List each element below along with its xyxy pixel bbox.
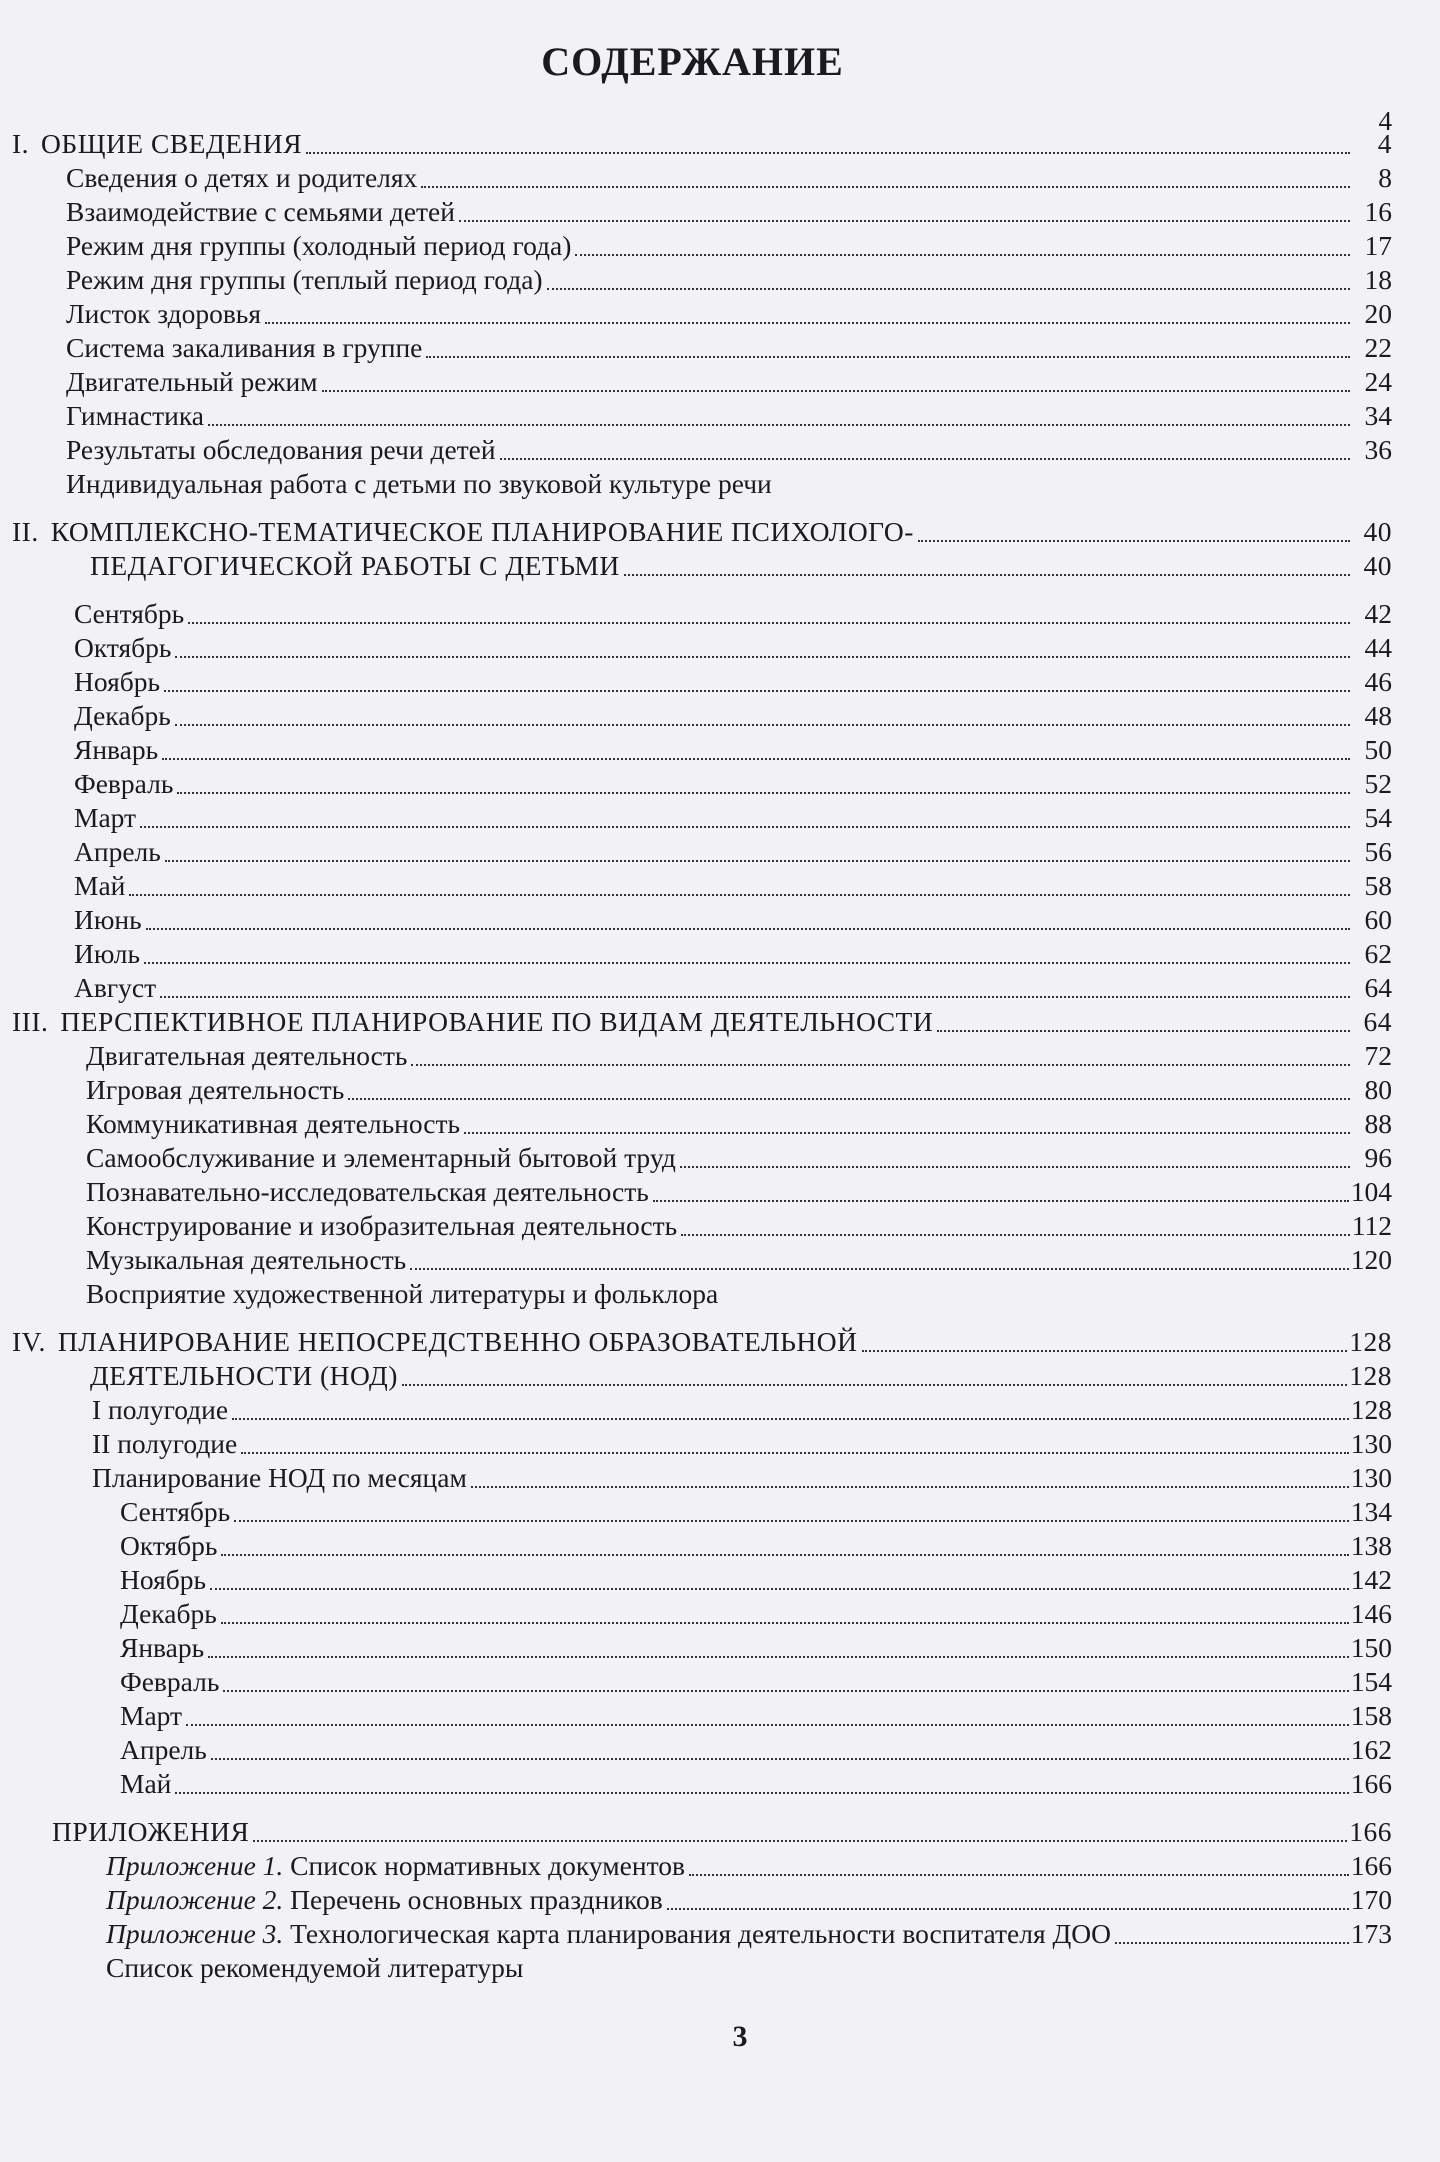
- toc-entry-page: 173: [1350, 1918, 1392, 1949]
- dot-leader: [862, 1338, 1348, 1352]
- toc-entry: [86, 1174, 1392, 1208]
- toc-entry: [86, 1072, 1392, 1106]
- toc-entry-label: Октябрь: [120, 1530, 218, 1561]
- toc-entry: [66, 228, 1392, 262]
- dot-leader: [500, 446, 1350, 460]
- toc-entry-page: 96: [1364, 1142, 1392, 1173]
- toc-entry: [66, 296, 1392, 330]
- toc-entry-label: Апрель: [120, 1734, 207, 1765]
- toc-entry-label: Апрель: [74, 836, 161, 867]
- dot-leader: [471, 1474, 1349, 1488]
- page-title: СОДЕРЖАНИЕ: [541, 39, 844, 84]
- toc-entry: [106, 1916, 1392, 1950]
- toc-entry-label: Май: [74, 870, 126, 901]
- dot-leader: [210, 1576, 1349, 1590]
- toc-entry: [66, 364, 1392, 398]
- dot-leader: [937, 1018, 1350, 1032]
- toc-entry-label: Февраль: [74, 768, 174, 799]
- toc-entry: [74, 936, 1392, 970]
- dot-leader: [426, 344, 1350, 358]
- footer-page-number: 3: [732, 2020, 748, 2053]
- toc-entry: [74, 732, 1392, 766]
- toc-entry-label: Двигательный режим: [66, 366, 318, 397]
- toc-entry-label: ПЕДАГОГИЧЕСКОЙ РАБОТЫ С ДЕТЬМИ: [90, 550, 620, 581]
- toc-entry-page: 166: [1349, 1816, 1392, 1847]
- dot-leader: [411, 1052, 1350, 1066]
- toc-entry-label: Февраль: [120, 1666, 220, 1697]
- toc-entry: [92, 1426, 1392, 1460]
- toc-entry-page: 22: [1364, 332, 1392, 363]
- toc-entry-page: 44: [1364, 632, 1392, 663]
- toc-entry: [74, 698, 1392, 732]
- toc-entry: [86, 1140, 1392, 1174]
- toc-entry-page: 130: [1350, 1428, 1392, 1459]
- toc-entry-page: 54: [1364, 802, 1392, 833]
- dot-leader: [253, 1828, 1347, 1842]
- dot-leader: [575, 242, 1350, 256]
- toc-entry-page: 120: [1350, 1244, 1392, 1275]
- toc-entry-label: Восприятие художественной литературы и фольклора: [86, 1278, 719, 1309]
- toc-entry-label: [106, 1918, 1111, 1950]
- dot-leader: [306, 140, 1350, 154]
- dot-leader: [175, 1780, 1348, 1794]
- toc-entry-page: 17: [1364, 230, 1392, 261]
- toc-entry: [106, 1882, 1392, 1916]
- toc-entry-page: 4: [1377, 128, 1392, 159]
- toc-entry-page: 128: [1349, 1326, 1392, 1357]
- toc-entry: [92, 1392, 1392, 1426]
- dot-leader: [208, 412, 1350, 426]
- toc-entry-label: Индивидуальная работа с детьми по звуковой культуре речи: [66, 468, 772, 499]
- toc-entry-numeral: I.: [12, 128, 30, 159]
- toc-entry-label: Игровая деятельность: [86, 1074, 345, 1105]
- toc-entry: [74, 868, 1392, 902]
- dot-leader: [1115, 1930, 1349, 1944]
- dot-leader: [402, 1372, 1347, 1386]
- toc-entry-label: Результаты обследования речи детей: [66, 434, 496, 465]
- toc-entry-page: 72: [1364, 1040, 1392, 1071]
- toc-entry-label: Музыкальная деятельность: [86, 1244, 407, 1275]
- toc-entry: [120, 1562, 1392, 1596]
- toc-entry-label: Май: [120, 1768, 172, 1799]
- appendix-tag: Приложение 2.: [106, 1884, 284, 1915]
- toc-entry-label: Ноябрь: [120, 1564, 207, 1595]
- dot-leader: [162, 746, 1350, 760]
- toc-entry-label: II полугодие: [92, 1428, 238, 1459]
- toc-entry-label: Август: [74, 972, 157, 1003]
- dot-leader: [160, 984, 1350, 998]
- toc-entry-page: 166: [1350, 1850, 1392, 1881]
- toc-entry: [92, 1460, 1392, 1494]
- dot-leader: [211, 1746, 1349, 1760]
- toc-entry-label: КОМПЛЕКСНО-ТЕМАТИЧЕСКОЕ ПЛАНИРОВАНИЕ ПСИХОЛОГО-: [50, 516, 914, 547]
- toc-entry-label: Гимнастика: [66, 400, 204, 431]
- toc-entry: [12, 1004, 1392, 1038]
- toc-entry: [74, 596, 1392, 630]
- toc-entry: [86, 1106, 1392, 1140]
- toc-entry-page: 170: [1350, 1884, 1392, 1915]
- toc-entry-label: Коммуникативная деятельность: [86, 1108, 461, 1139]
- dot-leader: [689, 1862, 1349, 1876]
- toc-entry: [12, 1324, 1392, 1358]
- toc-entry-page: 112: [1351, 1210, 1392, 1241]
- toc-entry-label: Самообслуживание и элементарный бытовой труд: [86, 1142, 676, 1173]
- dot-leader: [265, 310, 1350, 324]
- toc-entry-page: 80: [1364, 1074, 1392, 1105]
- toc-entry: [66, 330, 1392, 364]
- toc-entry: [120, 1664, 1392, 1698]
- toc-entry-label: Сведения о детях и родителях: [66, 162, 418, 193]
- toc-entry: [74, 970, 1392, 1004]
- toc-entry: [74, 766, 1392, 800]
- toc-entry-page: 50: [1364, 734, 1392, 765]
- toc-entry: [74, 800, 1392, 834]
- dot-leader: [129, 882, 1350, 896]
- toc-entry-page: 146: [1350, 1598, 1392, 1629]
- toc-entry: [86, 1242, 1392, 1276]
- toc-page-number: 4: [1378, 106, 1392, 136]
- toc-entry-page: 162: [1350, 1734, 1392, 1765]
- toc-entry-label: ПРИЛОЖЕНИЯ: [52, 1816, 250, 1847]
- toc-entry-label: Листок здоровья: [66, 298, 261, 329]
- dot-leader: [234, 1508, 1349, 1522]
- dot-leader: [421, 174, 1350, 188]
- dot-leader: [221, 1610, 1349, 1624]
- toc-entry: [66, 398, 1392, 432]
- toc-entry: [74, 664, 1392, 698]
- toc-entry-numeral: IV.: [12, 1326, 46, 1357]
- dot-leader: [322, 378, 1350, 392]
- toc-entry-label: Сентябрь: [120, 1496, 231, 1527]
- toc-entry-label: Список рекомендуемой литературы: [106, 1952, 524, 1983]
- toc-entry: [106, 1848, 1392, 1882]
- dot-leader: [164, 678, 1350, 692]
- toc-entry-label: ПЛАНИРОВАНИЕ НЕПОСРЕДСТВЕННО ОБРАЗОВАТЕЛЬНОЙ: [57, 1326, 858, 1357]
- toc-entry: [52, 1814, 1392, 1848]
- appendix-title: Список нормативных документов: [290, 1850, 685, 1881]
- toc-entry: [66, 466, 1392, 500]
- dot-leader: [232, 1406, 1349, 1420]
- toc-entry-label: Режим дня группы (теплый период года): [66, 264, 543, 295]
- toc-entry-label: Декабрь: [74, 700, 171, 731]
- toc-entry-label: Март: [74, 802, 137, 833]
- toc-entry: [66, 160, 1392, 194]
- toc-entry: [120, 1528, 1392, 1562]
- toc-entry-page: 128: [1350, 1394, 1392, 1425]
- toc-entry-page: 8: [1378, 162, 1392, 193]
- toc-entry-label: Октябрь: [74, 632, 172, 663]
- dot-leader: [918, 528, 1350, 542]
- toc-entry-page: 154: [1350, 1666, 1392, 1697]
- toc-entry: [106, 1950, 1392, 1984]
- toc-entry: [12, 514, 1392, 548]
- toc-entry-page: 62: [1364, 938, 1392, 969]
- dot-leader: [459, 208, 1350, 222]
- toc-entry: [12, 126, 1392, 160]
- toc-entry-label: Режим дня группы (холодный период года): [66, 230, 572, 261]
- toc-entry-page: 46: [1364, 666, 1392, 697]
- dot-leader: [410, 1256, 1349, 1270]
- toc-entry-label: ОБЩИЕ СВЕДЕНИЯ: [41, 128, 303, 159]
- toc-entry: [120, 1698, 1392, 1732]
- toc-entry-page: 56: [1364, 836, 1392, 867]
- dot-leader: [653, 1188, 1349, 1202]
- toc-entry: [120, 1766, 1392, 1800]
- toc-entry: [74, 834, 1392, 868]
- dot-leader: [165, 848, 1350, 862]
- dot-leader: [680, 1154, 1350, 1168]
- toc-entry-page: 88: [1364, 1108, 1392, 1139]
- toc-entry-page: 52: [1364, 768, 1392, 799]
- toc-entry-label: Конструирование и изобразительная деятельность: [86, 1210, 678, 1241]
- toc-entry: [86, 1208, 1392, 1242]
- toc-entry-label: Взаимодействие с семьями детей: [66, 196, 455, 227]
- toc-entry-page: 36: [1364, 434, 1392, 465]
- toc-entry-page: 58: [1364, 870, 1392, 901]
- toc-entry-page: 60: [1364, 904, 1392, 935]
- dot-leader: [681, 1222, 1350, 1236]
- toc-entry: [120, 1596, 1392, 1630]
- toc-entry-page: 138: [1350, 1530, 1392, 1561]
- toc-entry-label: [106, 1884, 663, 1916]
- dot-leader: [146, 916, 1350, 930]
- toc-entry-page: 64: [1364, 972, 1392, 1003]
- toc-entry-page: 128: [1349, 1360, 1392, 1391]
- toc-entry-label: ПЕРСПЕКТИВНОЕ ПЛАНИРОВАНИЕ ПО ВИДАМ ДЕЯТЕЛЬНОСТИ: [60, 1006, 934, 1037]
- toc-entry-label: Июнь: [74, 904, 142, 935]
- toc-entry-label: Март: [120, 1700, 183, 1731]
- toc-entry-page: 48: [1364, 700, 1392, 731]
- toc-entry-page: 40: [1363, 550, 1392, 581]
- dot-leader: [144, 950, 1350, 964]
- dot-leader: [464, 1120, 1350, 1134]
- toc-entry-page: 150: [1350, 1632, 1392, 1663]
- toc-entry: [120, 1630, 1392, 1664]
- toc-entry-label: Двигательная деятельность: [86, 1040, 408, 1071]
- dot-leader: [177, 780, 1350, 794]
- dot-leader: [547, 276, 1350, 290]
- toc-entry-label: Декабрь: [120, 1598, 217, 1629]
- toc-entry: [90, 548, 1392, 582]
- dot-leader: [241, 1440, 1349, 1454]
- toc-entry-page: 18: [1364, 264, 1392, 295]
- toc-entry-page: 142: [1350, 1564, 1392, 1595]
- toc-entry: [66, 194, 1392, 228]
- toc-entry: [74, 630, 1392, 664]
- toc-entry: [120, 1732, 1392, 1766]
- toc-entry: [74, 902, 1392, 936]
- toc-entry: [90, 1358, 1392, 1392]
- toc-entry-numeral: II.: [12, 516, 39, 547]
- toc-entry-numeral: III.: [12, 1006, 49, 1037]
- appendix-title: Технологическая карта планирования деятельности воспитателя ДОО: [290, 1918, 1111, 1949]
- toc-entry: [86, 1038, 1392, 1072]
- toc-entry-label: I полугодие: [92, 1394, 229, 1425]
- appendix-tag: Приложение 3.: [106, 1918, 284, 1949]
- toc-entry-page: 34: [1364, 400, 1392, 431]
- toc-entry-label: Система закаливания в группе: [66, 332, 423, 363]
- toc-entry-page: 158: [1350, 1700, 1392, 1731]
- toc-entry-page: 20: [1364, 298, 1392, 329]
- toc-entry-page: 64: [1363, 1006, 1392, 1037]
- dot-leader: [624, 562, 1350, 576]
- dot-leader: [348, 1086, 1350, 1100]
- toc-entry: [66, 262, 1392, 296]
- dot-leader: [223, 1678, 1348, 1692]
- toc-entry-page: 24: [1364, 366, 1392, 397]
- appendix-tag: Приложение 1.: [106, 1850, 284, 1881]
- toc-entry-label: Январь: [120, 1632, 205, 1663]
- toc-entry: [120, 1494, 1392, 1528]
- toc-entry-page: 40: [1363, 516, 1392, 547]
- toc-entry-label: Июль: [74, 938, 140, 969]
- toc-entry-page: 42: [1364, 598, 1392, 629]
- toc-entry-label: Ноябрь: [74, 666, 161, 697]
- toc-entry-page: 16: [1364, 196, 1392, 227]
- toc-entry-label: Сентябрь: [74, 598, 185, 629]
- dot-leader: [667, 1896, 1349, 1910]
- toc-entry-label: Планирование НОД по месяцам: [92, 1462, 467, 1493]
- dot-leader: [188, 610, 1350, 624]
- toc-entry-page: 166: [1350, 1768, 1392, 1799]
- dot-leader: [175, 644, 1350, 658]
- toc-entry-label: Познавательно-исследовательская деятельность: [86, 1176, 649, 1207]
- toc-entry: [66, 432, 1392, 466]
- toc-entry-page: 130: [1350, 1462, 1392, 1493]
- dot-leader: [140, 814, 1350, 828]
- dot-leader: [221, 1542, 1348, 1556]
- dot-leader: [175, 712, 1350, 726]
- appendix-title: Перечень основных праздников: [290, 1884, 663, 1915]
- dot-leader: [186, 1712, 1349, 1726]
- toc-entry-label: [106, 1850, 685, 1882]
- toc-entry-label: Январь: [74, 734, 159, 765]
- toc-entry-page: 104: [1350, 1176, 1392, 1207]
- dot-leader: [208, 1644, 1349, 1658]
- toc-entry-label: ДЕЯТЕЛЬНОСТИ (НОД): [90, 1360, 398, 1391]
- toc-entry: [86, 1276, 1392, 1310]
- toc-entry-page: 134: [1350, 1496, 1392, 1527]
